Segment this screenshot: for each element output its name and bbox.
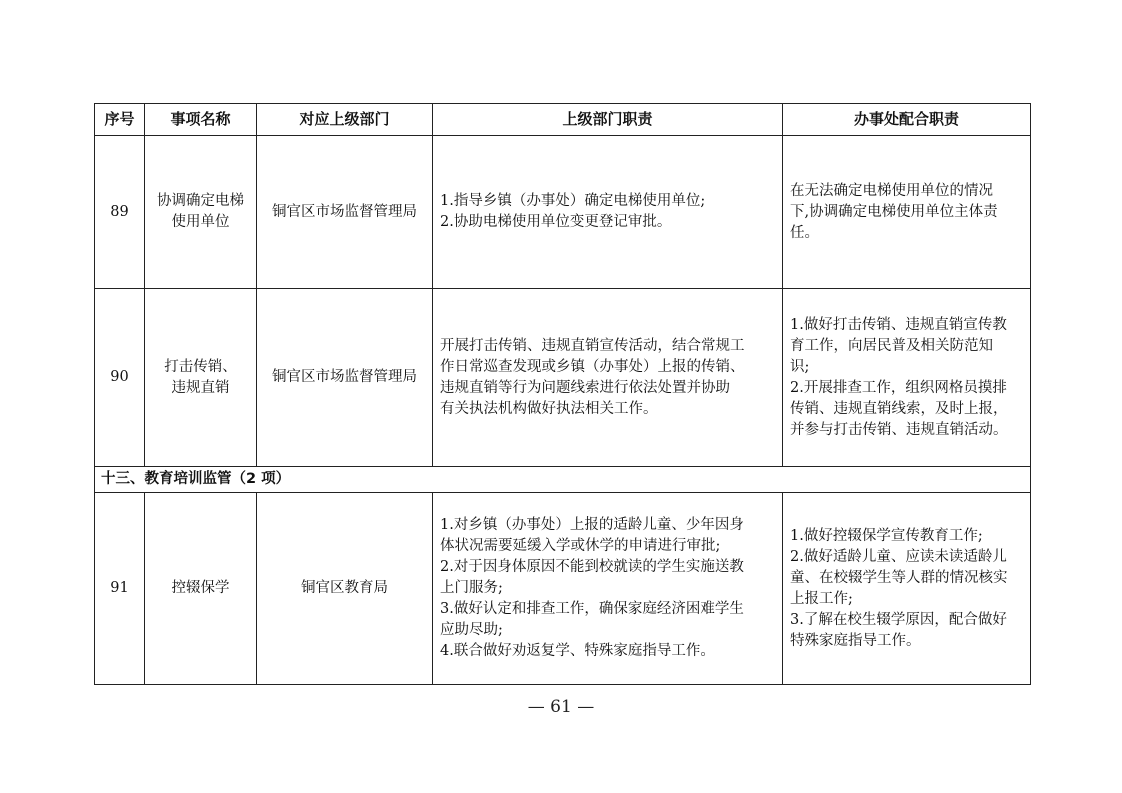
duty-line: 并参与打击传销、违规直销活动。 xyxy=(790,421,1008,438)
table-header-row xyxy=(95,104,1031,136)
table-row xyxy=(95,136,1031,289)
office-duty-cell xyxy=(783,493,1031,685)
duty-line: 在无法确定电梯使用单位的情况 xyxy=(790,182,993,199)
item-name-cell xyxy=(145,493,257,685)
duty-line: 下,协调确定电梯使用单位主体责 xyxy=(790,203,998,220)
header-number: 序号 xyxy=(95,104,145,136)
upper-duty-cell xyxy=(433,289,783,467)
header-office-duty: 办事处配合职责 xyxy=(783,104,1031,136)
duty-line: 2.对于因身体原因不能到校就读的学生实施送教 xyxy=(440,559,744,575)
item-name-line: 控辍保学 xyxy=(171,580,230,596)
duty-line: 传销、违规直销线索，及时上报， xyxy=(790,400,1008,417)
header-item-name: 事项名称 xyxy=(145,104,257,136)
table-row xyxy=(95,289,1031,467)
duty-line: 育工作，向居民普及相关防范知 xyxy=(790,337,993,354)
section-row xyxy=(95,467,1031,493)
row-number: 90 xyxy=(95,289,145,467)
duty-line: 2.协助电梯使用单位变更登记审批。 xyxy=(440,214,672,230)
duty-line: 1.做好控辍保学宣传教育工作; xyxy=(790,527,983,544)
table-row xyxy=(95,493,1031,685)
row-number: 89 xyxy=(95,136,145,289)
duty-line: 3.了解在校生辍学原因，配合做好 xyxy=(790,611,1007,628)
duty-line: 体状况需要延缓入学或休学的申请进行审批; xyxy=(440,538,721,554)
duty-line: 开展打击传销、违规直销宣传活动，结合常规工 xyxy=(440,337,745,354)
responsibility-table xyxy=(94,103,1031,685)
upper-duty-cell xyxy=(433,136,783,289)
section-title: 十三、教育培训监管（2 项） xyxy=(95,467,1031,493)
item-name-line: 协调确定电梯 xyxy=(157,193,244,209)
duty-line: 2.做好适龄儿童、应读未读适龄儿 xyxy=(790,548,1007,565)
department-cell: 铜官区市场监督管理局 xyxy=(257,289,433,467)
department-cell: 铜官区市场监督管理局 xyxy=(257,136,433,289)
duty-line: 上报工作; xyxy=(790,590,853,607)
upper-duty-cell xyxy=(433,493,783,685)
duty-line: 1.指导乡镇（办事处）确定电梯使用单位; xyxy=(440,193,706,209)
item-name-line: 使用单位 xyxy=(171,214,230,230)
duty-line: 童、在校辍学生等人群的情况核实 xyxy=(790,569,1008,586)
duty-line: 特殊家庭指导工作。 xyxy=(790,632,921,649)
row-number: 91 xyxy=(95,493,145,685)
header-department: 对应上级部门 xyxy=(257,104,433,136)
duty-line: 作日常巡查发现或乡镇（办事处）上报的传销、 xyxy=(440,358,745,375)
duty-line: 违规直销等行为问题线索进行依法处置并协助 xyxy=(440,379,730,396)
header-upper-duty: 上级部门职责 xyxy=(433,104,783,136)
duty-line: 2.开展排查工作，组织网格员摸排 xyxy=(790,379,1007,396)
department-cell: 铜官区教育局 xyxy=(257,493,433,685)
duty-line: 3.做好认定和排查工作，确保家庭经济困难学生 xyxy=(440,601,744,617)
duty-line: 1.做好打击传销、违规直销宣传教 xyxy=(790,316,1007,333)
item-name-line: 打击传销、 xyxy=(164,358,237,375)
duty-line: 1.对乡镇（办事处）上报的适龄儿童、少年因身 xyxy=(440,517,744,533)
item-name-cell xyxy=(145,289,257,467)
duty-line: 任。 xyxy=(790,224,819,241)
item-name-line: 违规直销 xyxy=(171,379,230,396)
duty-line: 上门服务; xyxy=(440,580,503,596)
page-number: — 61 — xyxy=(527,697,595,717)
duty-line: 识; xyxy=(790,358,810,375)
office-duty-cell xyxy=(783,136,1031,289)
duty-line: 有关执法机构做好执法相关工作。 xyxy=(440,400,658,417)
office-duty-cell xyxy=(783,289,1031,467)
duty-line: 应助尽助; xyxy=(440,622,503,638)
item-name-cell xyxy=(145,136,257,289)
duty-line: 4.联合做好劝返复学、特殊家庭指导工作。 xyxy=(440,643,715,659)
